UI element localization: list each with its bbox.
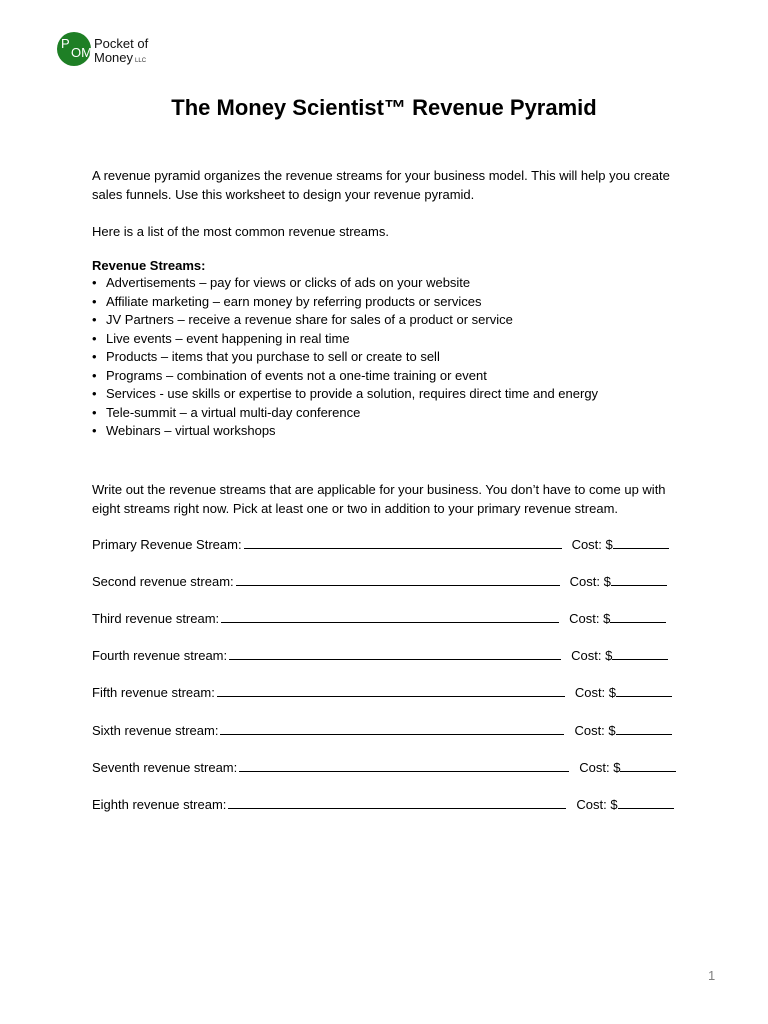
revenue-stream-row — [92, 721, 672, 740]
stream-label: Third revenue stream: — [92, 611, 220, 626]
stream-label: Seventh revenue stream: — [92, 760, 238, 775]
stream-blank-line[interactable] — [221, 610, 559, 623]
cost-blank-line[interactable] — [611, 573, 667, 586]
stream-label: Fourth revenue stream: — [92, 648, 228, 663]
revenue-stream-row — [92, 535, 669, 554]
cost-label: Cost: $ — [574, 723, 616, 738]
stream-blank-line[interactable] — [228, 796, 566, 809]
logo-initial-p: P — [61, 36, 70, 51]
cost-blank-line[interactable] — [613, 536, 669, 549]
list-item: • Services - use skills or expertise to provide a solution, requires direct time and energy — [92, 385, 598, 404]
logo-line-2 — [94, 51, 148, 68]
list-item: • Live events – event happening in real time — [92, 330, 598, 349]
stream-label: Second revenue stream: — [92, 574, 234, 589]
revenue-stream-row — [92, 758, 676, 777]
intro-paragraph: A revenue pyramid organizes the revenue streams for your business model. This will help you create sales funnels. Use this worksheet to design your revenue pyramid. — [92, 168, 670, 202]
list-item: • JV Partners – receive a revenue share for sales of a product or service — [92, 311, 598, 330]
stream-label: Fifth revenue stream: — [92, 685, 215, 700]
revenue-stream-row — [92, 683, 672, 702]
cost-blank-line[interactable] — [616, 722, 672, 735]
list-item: • Products – items that you purchase to sell or create to sell — [92, 348, 598, 367]
cost-blank-line[interactable] — [612, 647, 668, 660]
logo-badge — [57, 32, 91, 66]
stream-blank-line[interactable] — [244, 536, 562, 549]
cost-label: Cost: $ — [579, 760, 621, 775]
list-item: • Webinars – virtual workshops — [92, 422, 598, 441]
cost-blank-line[interactable] — [618, 796, 674, 809]
cost-label: Cost: $ — [569, 574, 611, 589]
list-item: • Programs – combination of events not a one-time training or event — [92, 367, 598, 386]
revenue-stream-row — [92, 795, 674, 814]
revenue-stream-row — [92, 609, 666, 628]
revenue-stream-row — [92, 572, 667, 591]
list-item: • Advertisements – pay for views or clicks of ads on your website — [92, 274, 598, 293]
cost-blank-line[interactable] — [610, 610, 666, 623]
list-item: • Affiliate marketing – earn money by referring products or services — [92, 293, 598, 312]
stream-label: Sixth revenue stream: — [92, 723, 219, 738]
revenue-streams-heading: Revenue Streams: — [92, 258, 206, 273]
page-title: The Money Scientist™ Revenue Pyramid — [171, 95, 597, 120]
stream-blank-line[interactable] — [236, 573, 560, 586]
stream-blank-line[interactable] — [239, 759, 569, 772]
instructions-paragraph: Write out the revenue streams that are applicable for your business. You don’t have to come up with eight streams right now. Pick at least one or two in addition to your primary revenue stream. — [92, 482, 666, 516]
cost-label: Cost: $ — [569, 611, 611, 626]
stream-label: Primary Revenue Stream: — [92, 537, 242, 552]
revenue-stream-row — [92, 646, 668, 665]
list-item: • Tele-summit – a virtual multi-day conference — [92, 404, 598, 423]
stream-label: Eighth revenue stream: — [92, 797, 227, 812]
cost-label: Cost: $ — [571, 648, 613, 663]
page-number: 1 — [708, 968, 716, 983]
cost-label: Cost: $ — [574, 685, 617, 700]
cost-label: Cost: $ — [576, 797, 618, 812]
logo-money: Money — [94, 50, 134, 65]
logo-initial-om: OM — [71, 45, 92, 60]
logo-llc: LLC — [135, 58, 147, 64]
cost-blank-line[interactable] — [616, 684, 672, 697]
cost-blank-line[interactable] — [620, 759, 676, 772]
stream-blank-line[interactable] — [229, 647, 561, 660]
logo-line-1: Pocket of — [94, 36, 149, 51]
stream-blank-line[interactable] — [217, 684, 565, 697]
stream-blank-line[interactable] — [220, 722, 564, 735]
list-intro-paragraph: Here is a list of the most common revenue streams. — [92, 224, 389, 239]
revenue-streams-list — [92, 274, 598, 441]
cost-label: Cost: $ — [571, 537, 613, 552]
logo-wordmark — [94, 37, 148, 68]
company-logo — [57, 32, 177, 68]
